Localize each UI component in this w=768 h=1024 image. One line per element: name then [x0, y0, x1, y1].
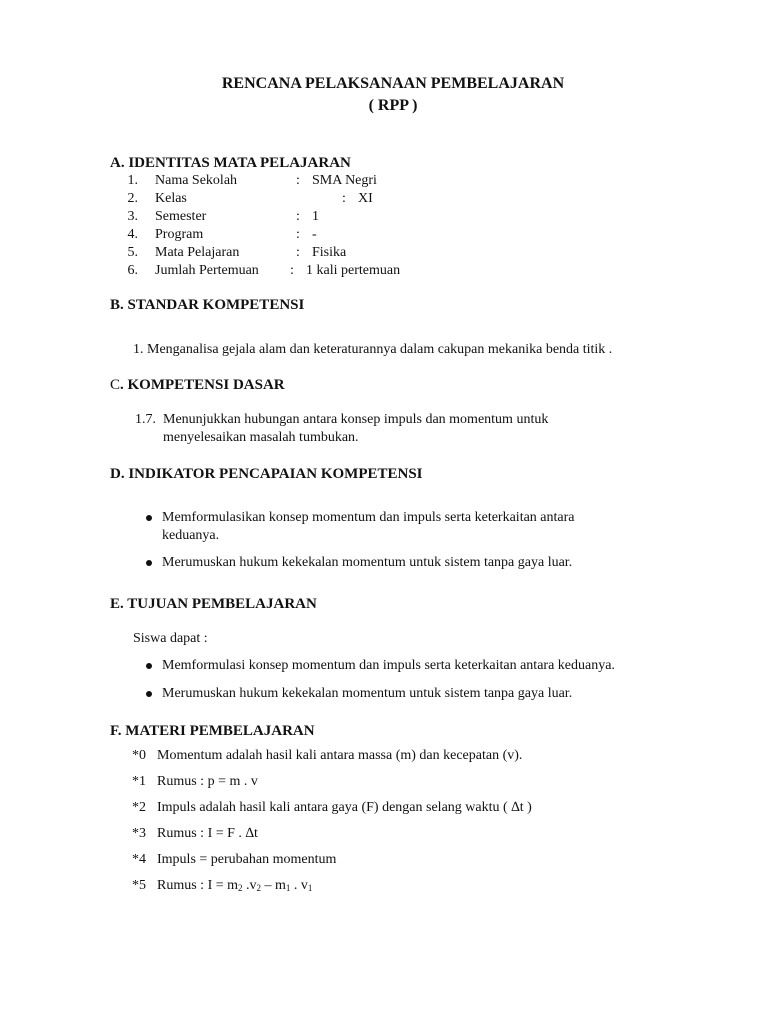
identity-colon: : — [296, 245, 300, 260]
section-e-heading: E. TUJUAN PEMBELAJARAN — [110, 596, 317, 612]
indicator-item-2: Merumuskan hukum kekekalan momentum untuk sistem tanpa gaya luar. — [162, 555, 573, 570]
identity-label: Kelas — [155, 191, 187, 206]
identity-colon: : — [296, 227, 300, 242]
material-text: Rumus : p = m . v — [157, 774, 258, 789]
identity-label: Semester — [155, 209, 207, 224]
section-a-heading: A. IDENTITAS MATA PELAJARAN — [110, 155, 351, 171]
section-d-heading: D. INDIKATOR PENCAPAIAN KOMPETENSI — [110, 466, 423, 482]
formula-part: – m — [261, 878, 286, 893]
formula-subscript: 2 — [238, 883, 243, 893]
basic-competency-line-2: menyelesaikan masalah tumbukan. — [163, 430, 359, 445]
material-marker: *1 — [132, 774, 146, 789]
basic-competency-number: 1.7. — [135, 412, 156, 427]
identity-value: XI — [358, 191, 373, 206]
formula-prefix: Rumus : I = m — [157, 878, 239, 893]
identity-label: Program — [155, 227, 204, 242]
identity-value: - — [312, 227, 317, 242]
identity-number: 3. — [127, 209, 138, 224]
objective-item-1: Memformulasi konsep momentum dan impuls serta keterkaitan antara keduanya. — [162, 658, 615, 673]
section-b-heading: B. STANDAR KOMPETENSI — [110, 297, 305, 313]
identity-number: 1. — [127, 173, 138, 188]
objectives-intro: Siswa dapat : — [133, 631, 208, 646]
identity-number: 2. — [127, 191, 138, 206]
material-marker: *0 — [132, 748, 146, 763]
identity-number: 4. — [127, 227, 138, 242]
section-c-title: . KOMPETENSI DASAR — [120, 377, 285, 393]
identity-colon: : — [342, 191, 346, 206]
document-subtitle: ( RPP ) — [368, 97, 418, 114]
identity-label: Nama Sekolah — [155, 173, 238, 188]
material-text: Momentum adalah hasil kali antara massa (m) dan kecepatan (v). — [157, 748, 523, 763]
formula-subscript: 1 — [307, 883, 313, 893]
objective-item-2: Merumuskan hukum kekekalan momentum untuk sistem tanpa gaya luar. — [162, 686, 573, 701]
competency-standard-item: 1. Menganalisa gejala alam dan keteraturannya dalam cakupan mekanika benda titik . — [133, 342, 613, 357]
material-marker: *5 — [132, 878, 146, 893]
indicator-item-1-line-1: Memformulasikan konsep momentum dan impuls serta keterkaitan antara — [162, 510, 575, 525]
formula-subscript: 1 — [285, 883, 291, 893]
identity-colon: : — [296, 209, 300, 224]
material-text: Impuls adalah hasil kali antara gaya (F) dengan selang waktu ( ∆t ) — [157, 800, 532, 815]
material-formula — [157, 877, 312, 895]
identity-value: Fisika — [312, 245, 347, 260]
formula-part: .v — [242, 878, 257, 893]
section-c-letter: C — [110, 377, 121, 393]
identity-value: SMA Negri — [312, 173, 377, 188]
bullet-icon — [146, 560, 152, 566]
material-marker: *3 — [132, 826, 146, 841]
identity-value: 1 kali pertemuan — [306, 263, 401, 278]
formula-subscript: 2 — [256, 883, 262, 893]
material-marker: *2 — [132, 800, 146, 815]
material-text: Rumus : I = F . ∆t — [157, 826, 258, 841]
identity-label: Mata Pelajaran — [155, 245, 240, 260]
formula-part: . v — [290, 878, 308, 893]
identity-number: 5. — [127, 245, 138, 260]
bullet-icon — [146, 663, 152, 669]
identity-label: Jumlah Pertemuan — [155, 263, 259, 278]
section-f-heading: F. MATERI PEMBELAJARAN — [110, 723, 315, 739]
identity-value: 1 — [312, 209, 319, 224]
basic-competency-line-1: Menunjukkan hubungan antara konsep impuls dan momentum untuk — [163, 412, 549, 427]
indicator-item-1-line-2: keduanya. — [162, 528, 220, 543]
identity-number: 6. — [127, 263, 138, 278]
material-text: Impuls = perubahan momentum — [157, 852, 337, 867]
identity-colon: : — [296, 173, 300, 188]
section-c-heading — [110, 376, 285, 394]
bullet-icon — [146, 515, 152, 521]
document-title: RENCANA PELAKSANAAN PEMBELAJARAN — [221, 75, 565, 92]
identity-colon: : — [290, 263, 294, 278]
bullet-icon — [146, 691, 152, 697]
material-marker: *4 — [132, 852, 146, 867]
